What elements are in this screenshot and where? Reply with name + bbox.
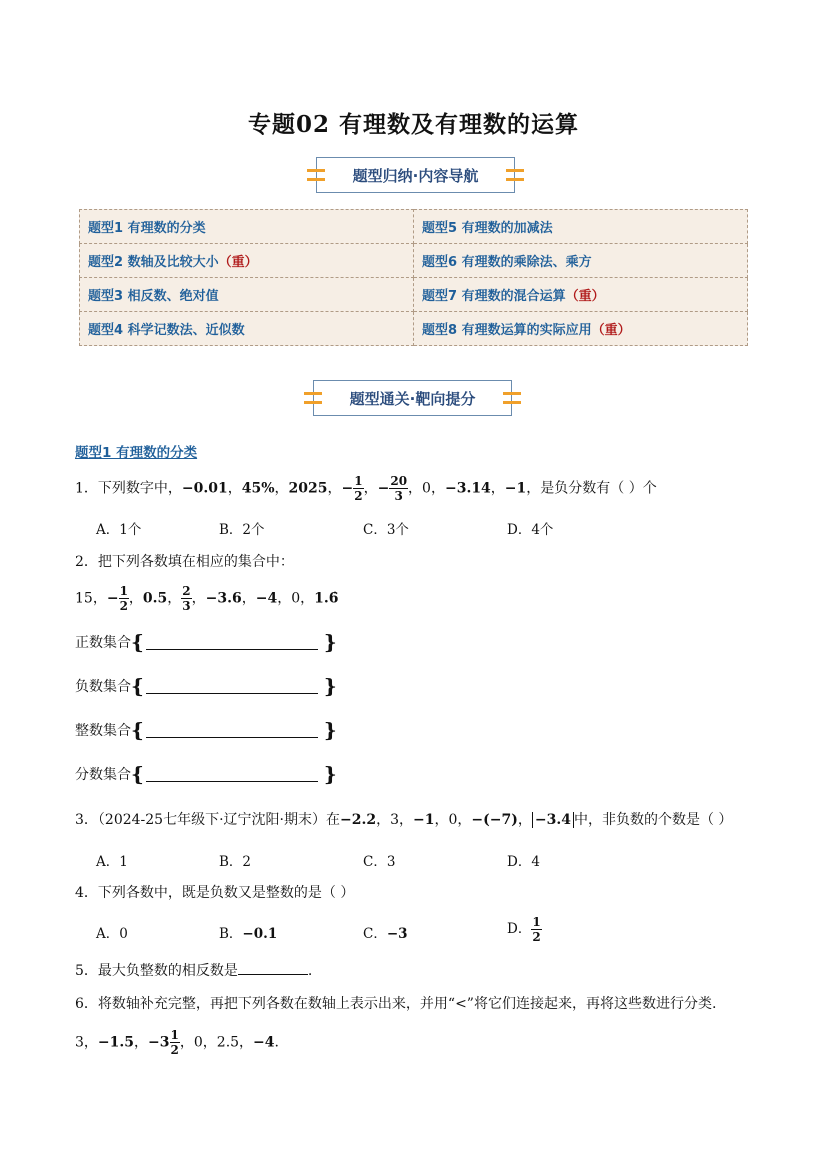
nav-item-7[interactable]: 题型7 有理数的混合运算（重） [414,278,748,312]
page-title: 专题02 有理数及有理数的运算 [247,111,579,138]
set-positive: 正数集合 { } [75,630,337,654]
question-2-numbers: 15，− $\frac{1}{2}$ ，0.5， $\frac{2}{3}$ ，−3.6，−4，0，1.6̇ [75,584,339,613]
nav-item-8[interactable]: 题型8 有理数运算的实际应用（重） [414,312,748,346]
banner-left-decor-icon [304,392,322,404]
fraction: $\frac{1}{2}$ [532,915,541,944]
set-integer: 整数集合 { } [75,718,337,742]
question-5: 5．最大负整数的相反数是 . [75,963,313,979]
answer-blank[interactable] [146,635,318,650]
answer-blank[interactable] [238,961,308,975]
q4-option-a[interactable]: A．0 [96,926,128,942]
banner-practice [313,380,512,416]
question-3: 3．（2024-25七年级下·辽宁沈阳·期末）在−2.2，3，−1，0，−(−7)， −3.4 中，非负数的个数是（ ） [75,812,733,828]
banner-right-decor-icon [503,392,521,404]
q4-option-b[interactable]: B．−0.1 [219,926,278,942]
nav-item-1[interactable]: 题型1 有理数的分类 [80,210,414,244]
fraction: $\frac{1}{2}$ [119,584,128,613]
nav-item-4[interactable]: 题型4 科学记数法、近似数 [80,312,414,346]
q3-option-d[interactable]: D．4 [507,854,540,870]
q1-option-d[interactable]: D．4个 [507,522,554,538]
question-2: 2．把下列各数填在相应的集合中： [75,554,294,570]
set-negative: 负数集合 { } [75,674,337,698]
q3-option-c[interactable]: C．3 [363,854,396,870]
q3-option-a[interactable]: A．1 [96,854,128,870]
banner-label: 题型通关·靶向提分 [349,389,476,408]
fraction: $\frac{2}{3}$ [182,584,191,613]
topic-nav-table [79,209,748,346]
section-title: 题型1 有理数的分类 [75,445,198,461]
banner-content-nav [316,157,515,193]
q3-option-b[interactable]: B．2 [219,854,252,870]
answer-blank[interactable] [146,723,318,738]
set-fraction: 分数集合 { } [75,762,337,786]
fraction: $\frac{1}{2}$ [354,474,363,503]
question-6: 6．将数轴补充完整，再把下列各数在数轴上表示出来，并用“<”将它们连接起来，再将这些数进行分类. [75,996,717,1012]
question-1: 1．下列数字中，−0.01，45%，2025，− $\frac{1}{2}$ ，− $\frac{20}{3}$ ，0，−3.14，−1，是负分数有（ ）个 [75,474,657,503]
banner-right-decor-icon [506,169,524,181]
nav-item-6[interactable]: 题型6 有理数的乘除法、乘方 [414,244,748,278]
fraction: $\frac{1}{2}$ [170,1028,179,1057]
banner-left-decor-icon [307,169,325,181]
q4-option-d[interactable]: D． $\frac{1}{2}$ [507,915,541,944]
answer-blank[interactable] [146,679,318,694]
q1-option-c[interactable]: C．3个 [363,522,409,538]
fraction: $\frac{20}{3}$ [390,474,408,503]
question-4: 4．下列各数中，既是负数又是整数的是（ ） [75,885,355,901]
q1-option-b[interactable]: B．2个 [219,522,265,538]
absolute-value: −3.4 [532,812,574,828]
nav-item-5[interactable]: 题型5 有理数的加减法 [414,210,748,244]
banner-label: 题型归纳·内容导航 [352,166,479,185]
nav-item-2[interactable]: 题型2 数轴及比较大小（重） [80,244,414,278]
q4-option-c[interactable]: C．−3 [363,926,408,942]
nav-item-3[interactable]: 题型3 相反数、绝对值 [80,278,414,312]
q1-option-a[interactable]: A．1个 [96,522,142,538]
question-6-numbers: 3，−1.5，−3 $\frac{1}{2}$ ，0，2.5，−4. [75,1028,279,1057]
answer-blank[interactable] [146,767,318,782]
